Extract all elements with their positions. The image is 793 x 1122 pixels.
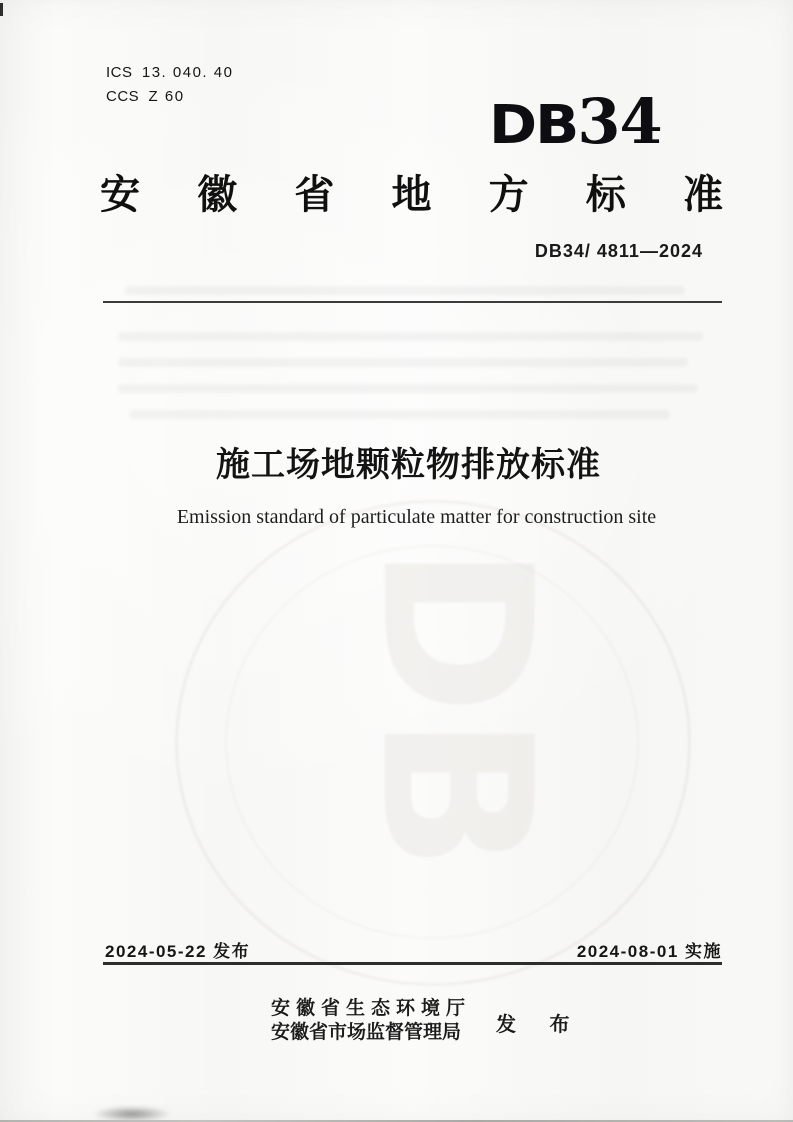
db34-logo-db: DB xyxy=(489,93,578,157)
ccs-code: Z 60 xyxy=(148,88,185,105)
scan-corner-mark xyxy=(0,3,3,16)
ics-code-line xyxy=(106,61,233,85)
showthrough-text-line xyxy=(118,384,698,393)
header-divider xyxy=(103,301,722,303)
ccs-code-line xyxy=(106,85,233,109)
standard-type-heading: 安徽省地方标准 xyxy=(100,173,723,217)
showthrough-db-watermark: DB xyxy=(336,545,574,872)
publish-label: 发 布 xyxy=(496,1014,584,1036)
showthrough-text-line xyxy=(125,286,685,295)
showthrough-text-line xyxy=(118,332,703,341)
publisher-line-1: 安徽省生态环境厅 xyxy=(271,998,465,1019)
standard-title: 施工场地颗粒物排放标准 xyxy=(216,446,601,484)
classification-codes xyxy=(106,61,233,109)
issue-date: 2024-05-22 发布 xyxy=(105,942,251,961)
implementation-date: 2024-08-01 实施 xyxy=(576,942,722,961)
standard-title-english: Emission standard of particulate matter for construction site xyxy=(176,506,657,528)
footer-divider xyxy=(103,962,722,965)
db34-logo-number: 34 xyxy=(577,85,662,158)
publisher-block xyxy=(271,997,465,1045)
showthrough-text-line xyxy=(118,358,688,367)
standard-number: DB34/ 4811—2024 xyxy=(534,241,703,261)
ics-code: 13. 040. 40 xyxy=(141,64,234,81)
db34-logo xyxy=(489,85,665,158)
ics-label: ICS xyxy=(106,64,133,81)
publisher-line-2: 安徽省市场监督管理局 xyxy=(271,1022,462,1043)
showthrough-text-line xyxy=(130,410,670,419)
ccs-label: CCS xyxy=(106,88,140,105)
